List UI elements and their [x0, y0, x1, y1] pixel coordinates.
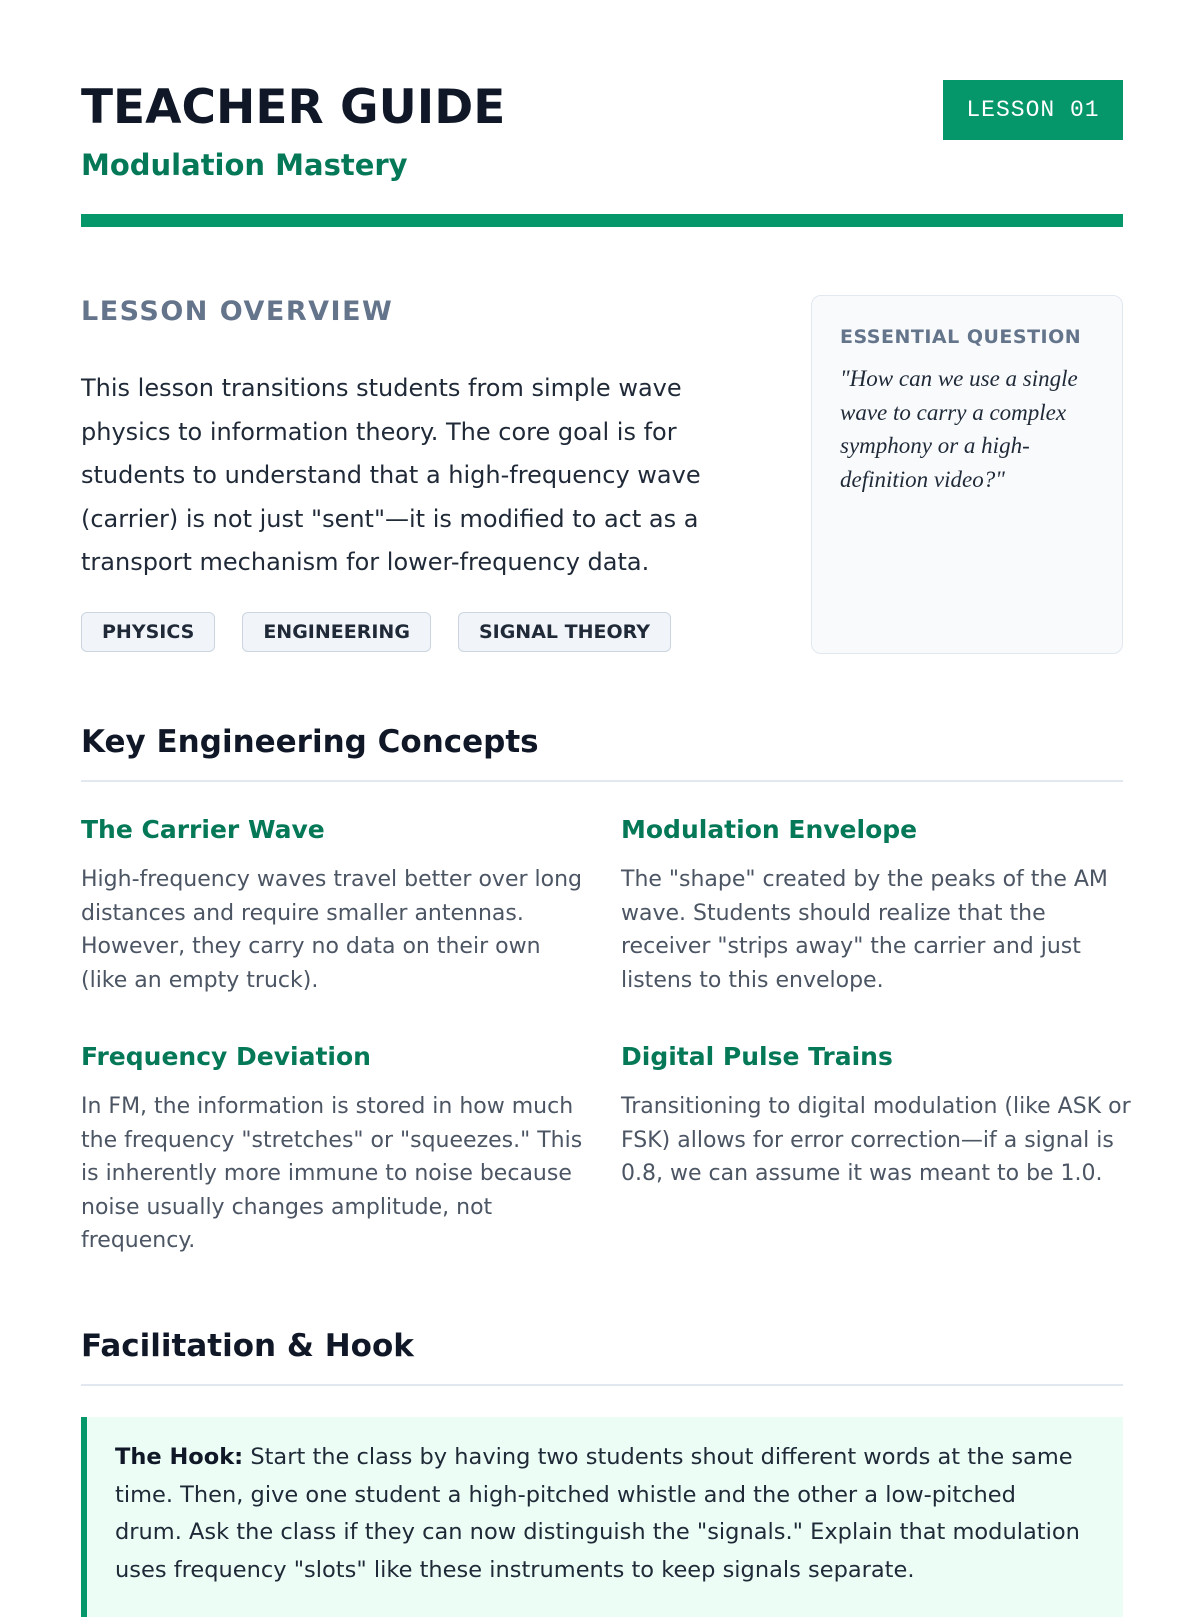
page-title: TEACHER GUIDE — [81, 80, 506, 135]
page-header — [81, 80, 1123, 230]
lesson-badge: LESSON 01 — [943, 80, 1123, 140]
concept-title: Frequency Deviation — [81, 1042, 371, 1071]
concept-body: The "shape" created by the peaks of the AM wave. Students should realize that the receiver "strips away" the carrier and just listens to this envelope. — [621, 867, 1108, 993]
hook-text — [115, 1439, 1083, 1589]
tag-signal-theory: SIGNAL THEORY — [458, 612, 671, 652]
concept-body: In FM, the information is stored in how much the frequency "stretches" or "squeezes." This is inherently more immune to noise because noise usually changes amplitude, not frequency. — [81, 1094, 583, 1253]
concept-frequency-deviation — [81, 1042, 591, 1258]
essential-question-text: "How can we use a single wave to carry a complex symphony or a high-definition video?" — [840, 366, 1078, 492]
lesson-overview-heading: LESSON OVERVIEW — [81, 296, 394, 327]
concept-body: High-frequency waves travel better over long distances and require smaller antennas. However, they carry no data on their own (like an empty truck). — [81, 867, 582, 993]
facilitation-heading: Facilitation & Hook — [81, 1328, 414, 1364]
concept-title: Modulation Envelope — [621, 815, 918, 844]
hook-callout — [81, 1417, 1123, 1617]
essential-question-card — [811, 295, 1123, 654]
page-subtitle: Modulation Mastery — [81, 148, 408, 182]
key-concepts-heading: Key Engineering Concepts — [81, 724, 539, 760]
key-concepts-divider — [81, 780, 1123, 782]
lesson-overview-text: This lesson transitions students from simple wave physics to information theory. The core goal is for students to understand that a high-frequency wave (carrier) is not just "sent"—it is modified to act as a transport mechanism for lower-frequency data. — [81, 374, 701, 576]
concept-carrier-wave — [81, 815, 591, 997]
facilitation-divider — [81, 1384, 1123, 1386]
subject-tags — [81, 612, 671, 652]
tag-engineering: ENGINEERING — [242, 612, 431, 652]
concept-body: Transitioning to digital modulation (like ASK or FSK) allows for error correction—if a signal is 0.8, we can assume it was meant to be 1.0. — [621, 1094, 1131, 1186]
concept-digital-pulse-trains — [621, 1042, 1131, 1191]
hook-body: Start the class by having two students shout different words at the same time. Then, give one student a high-pitched whistle and the other a low-pitched drum. Ask the class if they can now distinguish the "signals." Explain that modulation uses frequency "slots" like these instruments to keep signals separate. — [115, 1444, 1080, 1583]
header-divider — [81, 214, 1123, 227]
concept-title: Digital Pulse Trains — [621, 1042, 893, 1071]
concept-title: The Carrier Wave — [81, 815, 325, 844]
hook-label: The Hook: — [115, 1444, 244, 1470]
essential-question-label: ESSENTIAL QUESTION — [840, 326, 1082, 348]
tag-physics: PHYSICS — [81, 612, 215, 652]
concept-modulation-envelope — [621, 815, 1131, 997]
